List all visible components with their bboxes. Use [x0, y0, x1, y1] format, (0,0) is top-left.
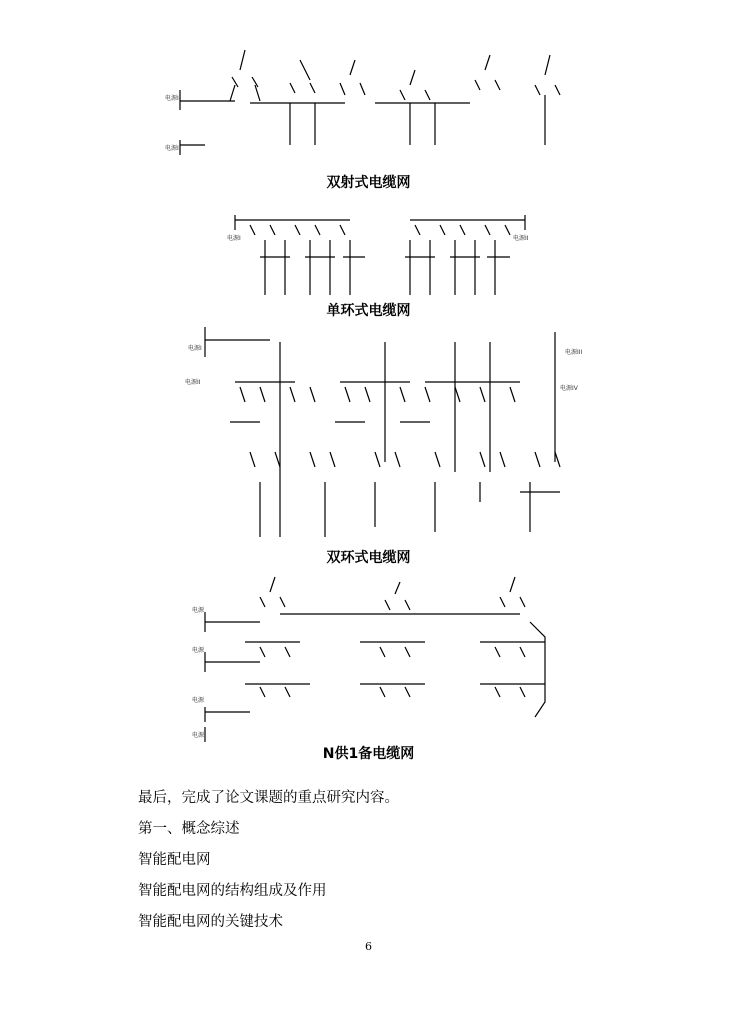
label-source-2: 电源II [185, 379, 201, 386]
label-source-1: 电源I [188, 345, 202, 352]
caption-n-supply: N供1备电缆网 [322, 746, 415, 762]
caption-dual-ring: 双环式电缆网 [326, 550, 411, 566]
dual-ring-diagram [180, 322, 590, 540]
single-ring-diagram [225, 205, 545, 300]
paragraph-conclusion: 最后，完成了论文课题的重点研究内容。 [138, 790, 399, 806]
list-item-smart-grid: 智能配电网 [138, 852, 211, 868]
label-source-4: 电源IV [560, 385, 578, 392]
label-source-1: 电源I [165, 95, 179, 102]
caption-single-ring: 单环式电缆网 [326, 303, 411, 319]
label-source-2: 电源II [513, 235, 529, 242]
label-source-1: 电源I [227, 235, 241, 242]
label-source-1: 电源 [192, 607, 205, 614]
n-supply-1-standby-diagram [190, 572, 570, 744]
heading-section-1: 第一、概念综述 [138, 821, 240, 837]
list-item-key-tech: 智能配电网的关键技术 [138, 914, 283, 930]
page-number: 6 [365, 940, 372, 953]
label-source-3: 电源III [565, 349, 583, 356]
label-source-3: 电源 [192, 697, 205, 704]
label-source-4: 电源 [192, 732, 205, 739]
list-item-structure: 智能配电网的结构组成及作用 [138, 883, 327, 899]
label-source-2: 电源II [165, 145, 181, 152]
caption-dual-radial: 双射式电缆网 [326, 175, 411, 191]
label-source-2: 电源 [192, 647, 205, 654]
dual-radial-diagram [160, 45, 580, 160]
